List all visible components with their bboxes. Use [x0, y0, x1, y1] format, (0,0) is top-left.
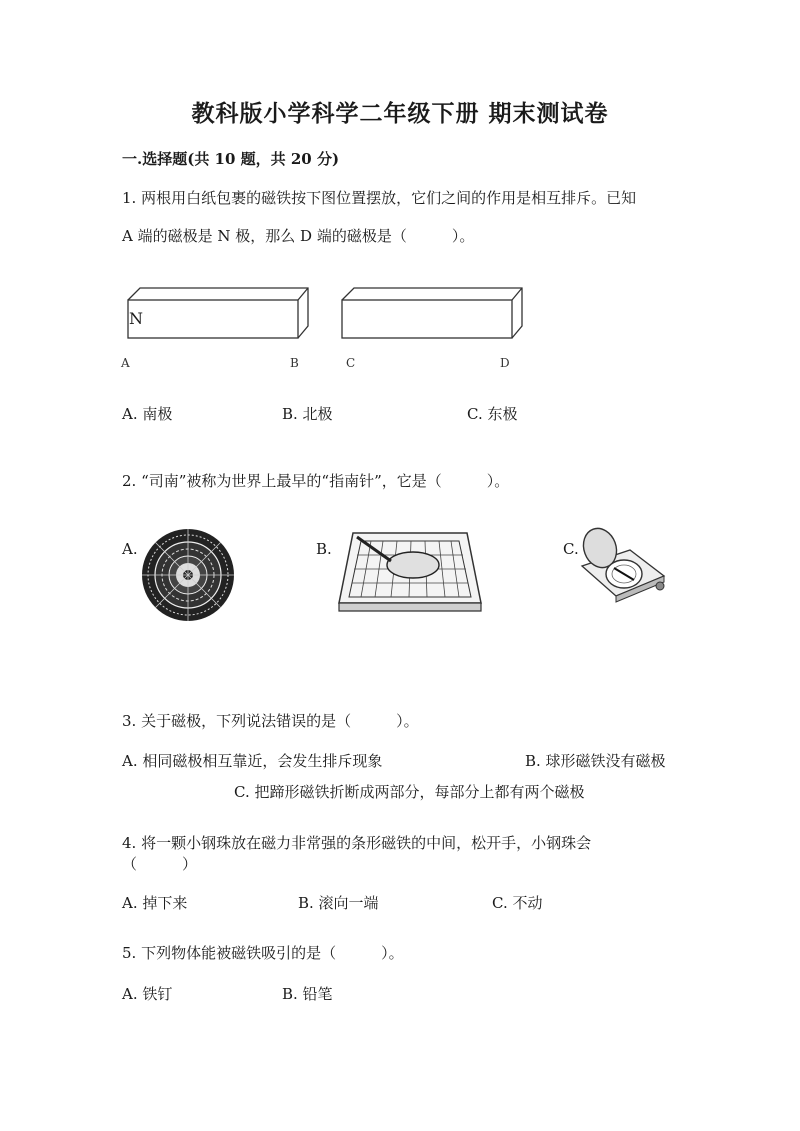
q1-option-a[interactable]: A. 南极 [122, 405, 173, 423]
q1-option-b[interactable]: B. 北极 [282, 405, 333, 423]
question-1-line-2: A 端的磁极是 N 极，那么 D 端的磁极是（ ）。 [122, 227, 475, 245]
bar-magnets-figure [120, 280, 540, 350]
q4-option-b[interactable]: B. 滚向一端 [298, 894, 379, 912]
question-2-text: 2. “司南”被称为世界上最早的“指南针”，它是（ ）。 [122, 472, 510, 490]
magnet-cd [342, 288, 522, 338]
q4-option-c[interactable]: C. 不动 [492, 894, 543, 912]
question-1-line-1: 1. 两根用白纸包裹的磁铁按下图位置摆放，它们之间的作用是相互排斥。已知 [122, 189, 637, 207]
page-title: 教科版小学科学二年级下册 期末测试卷 [191, 100, 609, 127]
q2-option-a-label[interactable]: A. [122, 540, 138, 558]
q3-option-a[interactable]: A. 相同磁极相互靠近，会发生排斥现象 [122, 752, 383, 770]
magnet-ab [128, 288, 308, 338]
question-5-text: 5. 下列物体能被磁铁吸引的是（ ）。 [122, 944, 404, 962]
modern-compass-image [578, 524, 668, 606]
q3-option-c[interactable]: C. 把蹄形磁铁折断成两部分，每部分上都有两个磁极 [234, 783, 585, 801]
question-3-text: 3. 关于磁极，下列说法错误的是（ ）。 [122, 712, 419, 730]
end-label-c: C [346, 356, 356, 370]
q2-option-b-label[interactable]: B. [316, 540, 332, 558]
question-4-line-1: 4. 将一颗小钢珠放在磁力非常强的条形磁铁的中间，松开手，小钢珠会 [122, 834, 592, 852]
end-label-d: D [500, 356, 510, 370]
q5-option-a[interactable]: A. 铁钉 [122, 985, 173, 1003]
end-label-b: B [290, 356, 299, 370]
q5-option-b[interactable]: B. 铅笔 [282, 985, 333, 1003]
q4-option-a[interactable]: A. 掉下来 [122, 894, 188, 912]
section-heading: 一.选择题(共 10 题，共 20 分) [122, 150, 340, 168]
sinan-spoon-image [335, 527, 485, 615]
end-label-a: A [121, 356, 130, 370]
north-pole-mark: N [129, 309, 143, 328]
q3-option-b[interactable]: B. 球形磁铁没有磁极 [525, 752, 666, 770]
q2-option-c-label[interactable]: C. [563, 540, 579, 558]
compass-disc-image [140, 527, 236, 623]
question-4-line-2: （ ） [122, 855, 198, 873]
q1-option-c[interactable]: C. 东极 [467, 405, 518, 423]
